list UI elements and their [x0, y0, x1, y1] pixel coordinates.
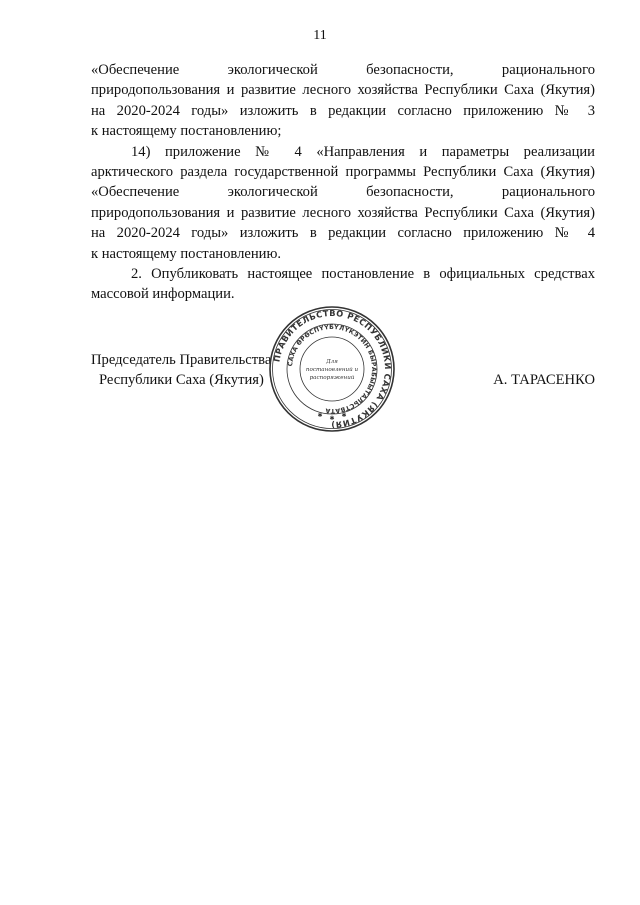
text-line: массовой информации.: [91, 286, 235, 303]
text-line: природопользования и развитие лесного хозяйства Республики Саха (Якутия): [91, 204, 595, 221]
signatory-position: Председатель Правительства: [91, 352, 272, 368]
text-line: 14) приложение № 4 «Направления и параметры реализации: [131, 143, 595, 160]
seal-star-icon: ✱: [329, 415, 335, 422]
seal-center-line-3: распоряжений: [309, 375, 355, 381]
signatory-name: А. ТАРАСЕНКО: [493, 372, 595, 388]
seal-inner-text: САХА ӨРӨСПҮҮБҮЛҮКЭТИН БЫРАБЫЫТАЛЬСТВАТА: [287, 323, 378, 415]
seal-star-icon: ✱: [341, 412, 347, 419]
seal-star-icon: ✱: [317, 412, 323, 419]
signatory-position-region: Республики Саха (Якутия): [99, 372, 264, 388]
text-line: на 2020-2024 годы» изложить в редакции согласно приложению № 3: [91, 102, 595, 119]
seal-center-line-2: постановлений и: [305, 367, 359, 373]
text-line: природопользования и развитие лесного хозяйства Республики Саха (Якутия): [91, 82, 595, 99]
document-body: [91, 60, 595, 305]
text-line: к настоящему постановлению.: [91, 245, 282, 262]
page-number: 11: [313, 28, 327, 43]
text-line: на 2020-2024 годы» изложить в редакции согласно приложению № 4: [91, 225, 595, 242]
seal-outer-text: ПРАВИТЕЛЬСТВО РЕСПУБЛИКИ САХА (ЯКУТИЯ): [271, 307, 394, 431]
text-line: «Обеспечение экологической безопасности, рационального: [91, 62, 595, 78]
text-line: 2. Опубликовать настоящее постановление в официальных средствах: [131, 265, 595, 282]
seal-center-line-1: Для: [326, 359, 338, 365]
text-line: арктического раздела государственной программы Республики Саха (Якутия): [91, 163, 595, 180]
text-line: «Обеспечение экологической безопасности, рационального: [91, 184, 595, 201]
official-seal-stamp: [268, 305, 396, 433]
text-line: к настоящему постановлению;: [91, 123, 282, 140]
